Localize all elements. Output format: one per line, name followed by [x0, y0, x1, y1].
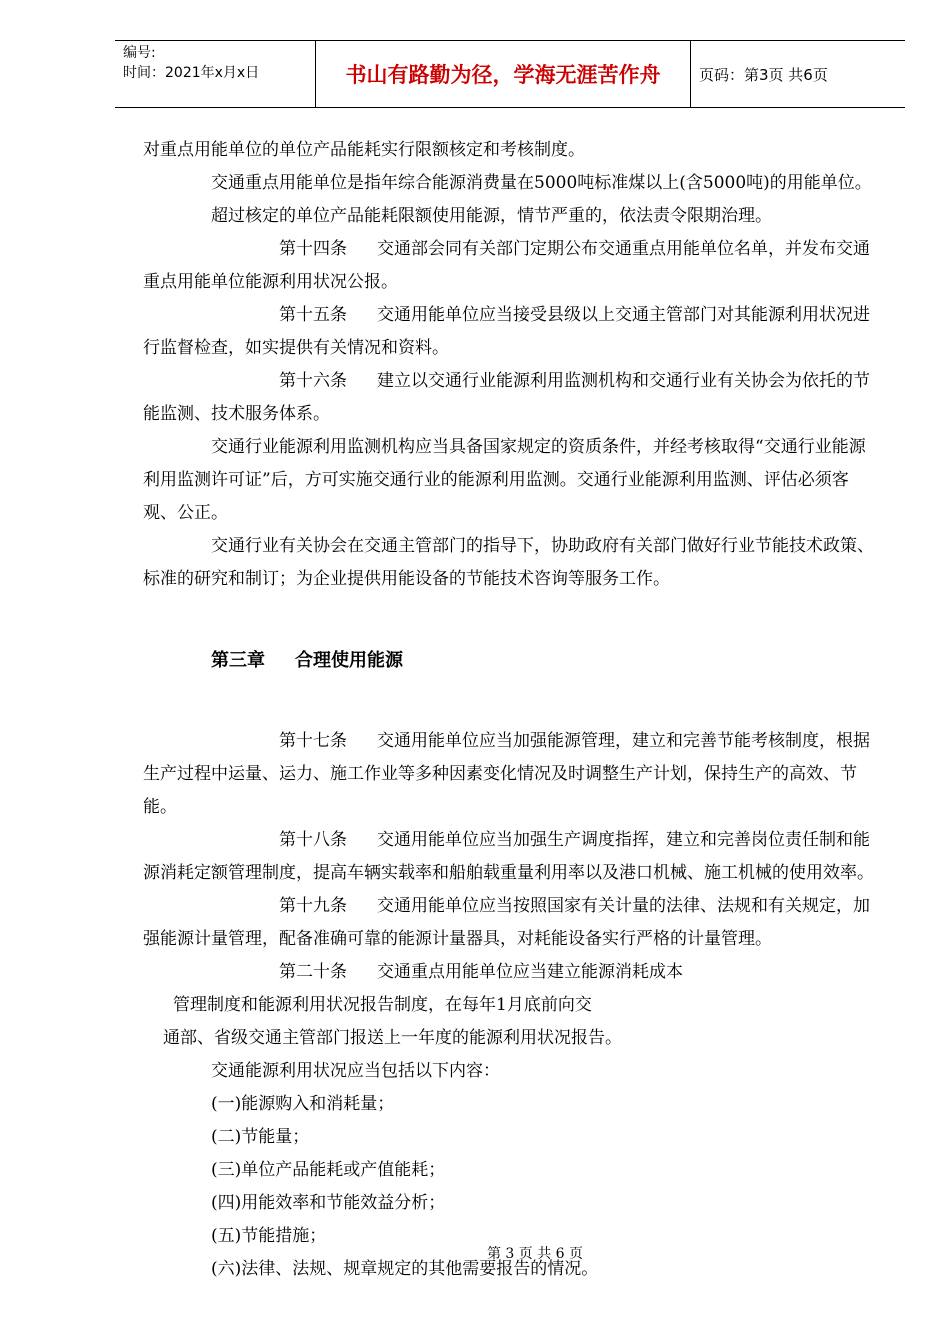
- number-label: 编号:: [123, 45, 156, 61]
- article-number: 第十四条: [279, 239, 347, 259]
- header-motto-cell: [315, 41, 691, 107]
- paragraph: 交通行业能源利用监测机构应当具备国家规定的资质条件，并经考核取得“交通行业能源利用监测许可证”后，方可实施交通行业的能源利用监测。交通行业能源利用监测、评估必须客观、公正。: [143, 437, 866, 523]
- article-number: 第十九条: [279, 896, 347, 916]
- list-item: (五)节能措施；: [211, 1226, 327, 1246]
- list-item: (二)节能量；: [211, 1127, 310, 1147]
- page-header: [115, 40, 905, 108]
- paragraph: 对重点用能单位的单位产品能耗实行限额核定和考核制度。: [143, 140, 585, 160]
- article-number: 第十七条: [279, 731, 347, 751]
- header-meta: [115, 41, 315, 107]
- chapter-number: 第三章: [211, 650, 265, 671]
- article-text: 交通用能单位应当加强能源管理，建立和完善节能考核制度，根据生产过程中运量、运力、施工作业等多种因素变化情况及时调整生产计划，保持生产的高效、节能。: [143, 731, 870, 817]
- motto: 书山有路勤为径，学海无涯苦作舟: [345, 63, 661, 87]
- list-item: (四)用能效率和节能效益分析；: [211, 1193, 446, 1213]
- article-18: [143, 824, 878, 890]
- chapter-title: 合理使用能源: [295, 650, 403, 671]
- paragraph: 超过核定的单位产品能耗限额使用能源，情节严重的，依法责令限期治理。: [211, 206, 772, 226]
- article-number: 第十八条: [279, 830, 347, 850]
- article-20-line: 管理制度和能源利用状况报告制度，在每年1月底前向交: [173, 995, 592, 1015]
- article-text: 交通用能单位应当按照国家有关计量的法律、法规和有关规定，加强能源计量管理，配备准确可靠的能源计量器具，对耗能设备实行严格的计量管理。: [143, 896, 870, 949]
- time-label: 时间：2021年x月x日: [123, 65, 260, 81]
- list-intro: 交通能源利用状况应当包括以下内容：: [211, 1061, 500, 1081]
- header-page-cell: [691, 41, 905, 107]
- paragraph: 交通重点用能单位是指年综合能源消费量在5000吨标准煤以上(含5000吨)的用能单位。: [211, 173, 872, 193]
- article-number: 第十六条: [279, 371, 347, 391]
- article-text: 交通重点用能单位应当建立能源消耗成本: [377, 962, 683, 982]
- list-item: (六)法律、法规、规章规定的其他需要报告的情况。: [211, 1259, 599, 1279]
- article-number: 第十五条: [279, 305, 347, 325]
- article-text: 建立以交通行业能源利用监测机构和交通行业有关协会为依托的节能监测、技术服务体系。: [143, 371, 870, 424]
- article-16: [143, 365, 878, 431]
- article-number: 第二十条: [279, 962, 347, 982]
- paragraph: 交通行业有关协会在交通主管部门的指导下，协助政府有关部门做好行业节能技术政策、标准的研究和制订；为企业提供用能设备的节能技术咨询等服务工作。: [143, 536, 874, 589]
- article-19: [143, 890, 878, 956]
- article-17: [143, 725, 878, 824]
- list-item: (一)能源购入和消耗量；: [211, 1094, 395, 1114]
- article-15: [143, 299, 878, 365]
- article-text: 交通部会同有关部门定期公布交通重点用能单位名单，并发布交通重点用能单位能源利用状况公报。: [143, 239, 870, 292]
- article-text: 交通用能单位应当加强生产调度指挥，建立和完善岗位责任制和能源消耗定额管理制度，提高车辆实载率和船舶载重量利用率以及港口机械、施工机械的使用效率。: [143, 830, 874, 883]
- article-20: [143, 956, 878, 989]
- article-20-line: 通部、省级交通主管部门报送上一年度的能源利用状况报告。: [163, 1028, 622, 1048]
- article-text: 交通用能单位应当接受县级以上交通主管部门对其能源利用状况进行监督检查，如实提供有关情况和资料。: [143, 305, 870, 358]
- page-footer: 第 3 页 共 6 页: [486, 1246, 584, 1262]
- article-14: [143, 233, 878, 299]
- chapter-heading: [143, 644, 878, 677]
- page-label: 页码：第3页 共6页: [699, 65, 828, 84]
- list-item: (三)单位产品能耗或产值能耗；: [211, 1160, 446, 1180]
- document-body: [143, 134, 878, 1286]
